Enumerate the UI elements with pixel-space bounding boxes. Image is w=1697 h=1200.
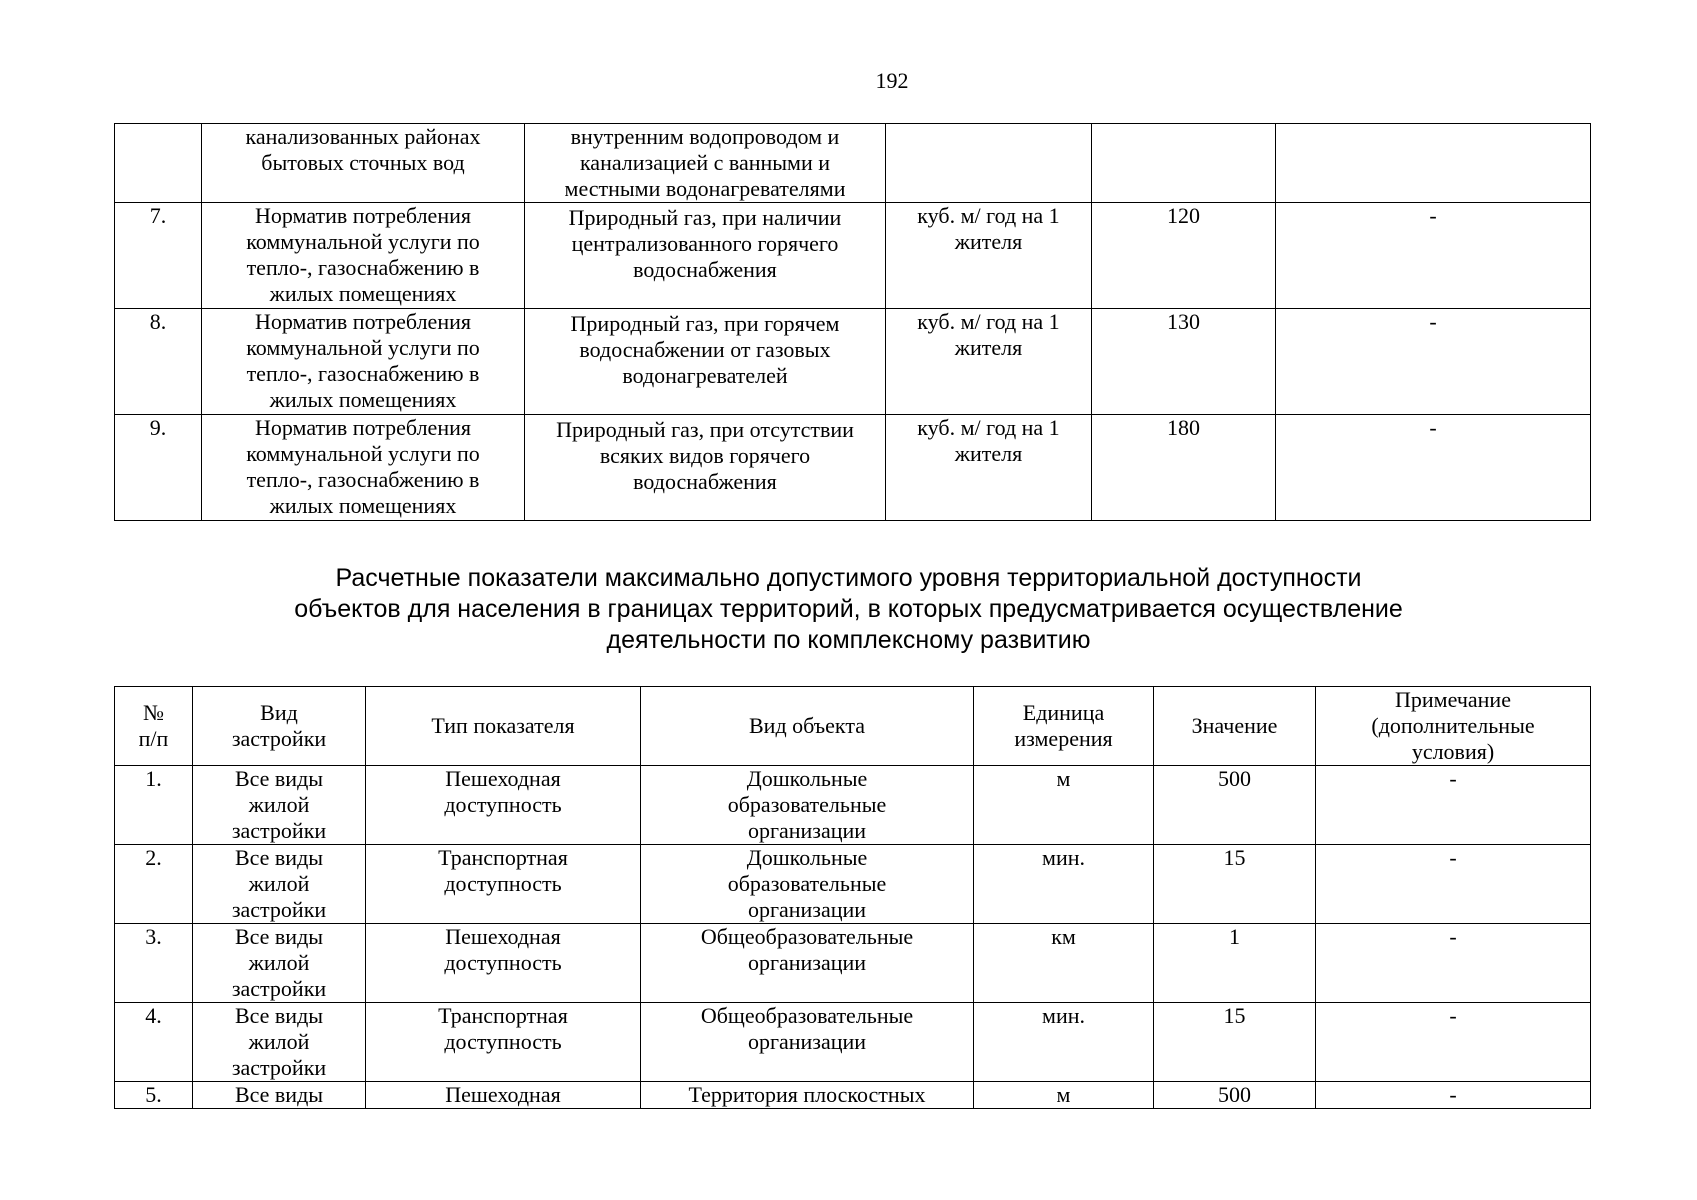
unit-cell: куб. м/ год на 1 жителя <box>886 203 1092 309</box>
development-type-cell: Все виды жилой застройки <box>193 845 366 924</box>
note-cell: - <box>1276 309 1591 415</box>
note-cell: - <box>1316 1082 1591 1109</box>
development-type-cell: Все виды <box>193 1082 366 1109</box>
object-type-cell: Общеобразовательные организации <box>641 924 974 1003</box>
row-number-cell: 9. <box>115 415 202 521</box>
indicator-type-cell: Транспортная доступность <box>366 845 641 924</box>
indicator-name-cell: Норматив потребления коммунальной услуги по тепло-, газоснабжению в жилых помещениях <box>202 203 525 309</box>
object-type-cell: Территория плоскостных <box>641 1082 974 1109</box>
table-row <box>115 766 1591 845</box>
row-number-cell: 3. <box>115 924 193 1003</box>
value-cell: 500 <box>1154 1082 1316 1109</box>
table-row <box>115 1082 1591 1109</box>
table-row <box>115 845 1591 924</box>
value-cell: 180 <box>1092 415 1276 521</box>
unit-cell <box>886 124 1092 203</box>
unit-cell: м <box>974 1082 1154 1109</box>
accessibility-indicators-table <box>114 686 1591 1109</box>
unit-cell: куб. м/ год на 1 жителя <box>886 415 1092 521</box>
unit-cell: км <box>974 924 1154 1003</box>
object-type-cell: Дошкольные образовательные организации <box>641 845 974 924</box>
table-header-row <box>115 687 1591 766</box>
note-cell: - <box>1316 924 1591 1003</box>
object-type-cell: Дошкольные образовательные организации <box>641 766 974 845</box>
value-cell: 15 <box>1154 845 1316 924</box>
page-number: 192 <box>875 68 909 93</box>
note-cell: - <box>1276 203 1591 309</box>
unit-cell: мин. <box>974 845 1154 924</box>
header-indicator-type: Тип показателя <box>366 687 641 766</box>
indicator-name-cell: Норматив потребления коммунальной услуги по тепло-, газоснабжению в жилых помещениях <box>202 309 525 415</box>
table-row <box>115 415 1591 521</box>
note-cell: - <box>1276 415 1591 521</box>
indicator-type-cell: Транспортная доступность <box>366 1003 641 1082</box>
row-number-cell <box>115 124 202 203</box>
section-title: Расчетные показатели максимально допустимого уровня территориальной доступности объектов для населения в границах территорий, в которых предусматривается осуществление деятельности по комплексному развитию <box>294 564 1403 654</box>
unit-cell: м <box>974 766 1154 845</box>
header-object-type: Вид объекта <box>641 687 974 766</box>
row-number-cell: 7. <box>115 203 202 309</box>
row-number-cell: 4. <box>115 1003 193 1082</box>
condition-cell: внутренним водопроводом и канализацией с ванными и местными водонагревателями <box>525 124 886 203</box>
indicator-name-cell: канализованных районах бытовых сточных вод <box>202 124 525 203</box>
value-cell: 15 <box>1154 1003 1316 1082</box>
note-cell <box>1276 124 1591 203</box>
unit-cell: мин. <box>974 1003 1154 1082</box>
note-cell: - <box>1316 766 1591 845</box>
header-number: № п/п <box>115 687 193 766</box>
utility-standards-table <box>114 123 1591 521</box>
row-number-cell: 2. <box>115 845 193 924</box>
header-development-type: Вид застройки <box>193 687 366 766</box>
indicator-name-cell: Норматив потребления коммунальной услуги по тепло-, газоснабжению в жилых помещениях <box>202 415 525 521</box>
value-cell: 1 <box>1154 924 1316 1003</box>
table-row <box>115 309 1591 415</box>
header-note: Примечание (дополнительные условия) <box>1316 687 1591 766</box>
table-row <box>115 1003 1591 1082</box>
header-value: Значение <box>1154 687 1316 766</box>
value-cell: 500 <box>1154 766 1316 845</box>
condition-cell: Природный газ, при наличии централизованного горячего водоснабжения <box>525 203 886 309</box>
development-type-cell: Все виды жилой застройки <box>193 1003 366 1082</box>
condition-cell: Природный газ, при горячем водоснабжении от газовых водонагревателей <box>525 309 886 415</box>
note-cell: - <box>1316 845 1591 924</box>
value-cell <box>1092 124 1276 203</box>
object-type-cell: Общеобразовательные организации <box>641 1003 974 1082</box>
indicator-type-cell: Пешеходная <box>366 1082 641 1109</box>
row-number-cell: 8. <box>115 309 202 415</box>
indicator-type-cell: Пешеходная доступность <box>366 924 641 1003</box>
value-cell: 120 <box>1092 203 1276 309</box>
unit-cell: куб. м/ год на 1 жителя <box>886 309 1092 415</box>
condition-cell: Природный газ, при отсутствии всяких видов горячего водоснабжения <box>525 415 886 521</box>
row-number-cell: 5. <box>115 1082 193 1109</box>
development-type-cell: Все виды жилой застройки <box>193 766 366 845</box>
development-type-cell: Все виды жилой застройки <box>193 924 366 1003</box>
row-number-cell: 1. <box>115 766 193 845</box>
table-row <box>115 924 1591 1003</box>
table-row <box>115 203 1591 309</box>
value-cell: 130 <box>1092 309 1276 415</box>
indicator-type-cell: Пешеходная доступность <box>366 766 641 845</box>
note-cell: - <box>1316 1003 1591 1082</box>
header-unit: Единица измерения <box>974 687 1154 766</box>
table-row <box>115 124 1591 203</box>
